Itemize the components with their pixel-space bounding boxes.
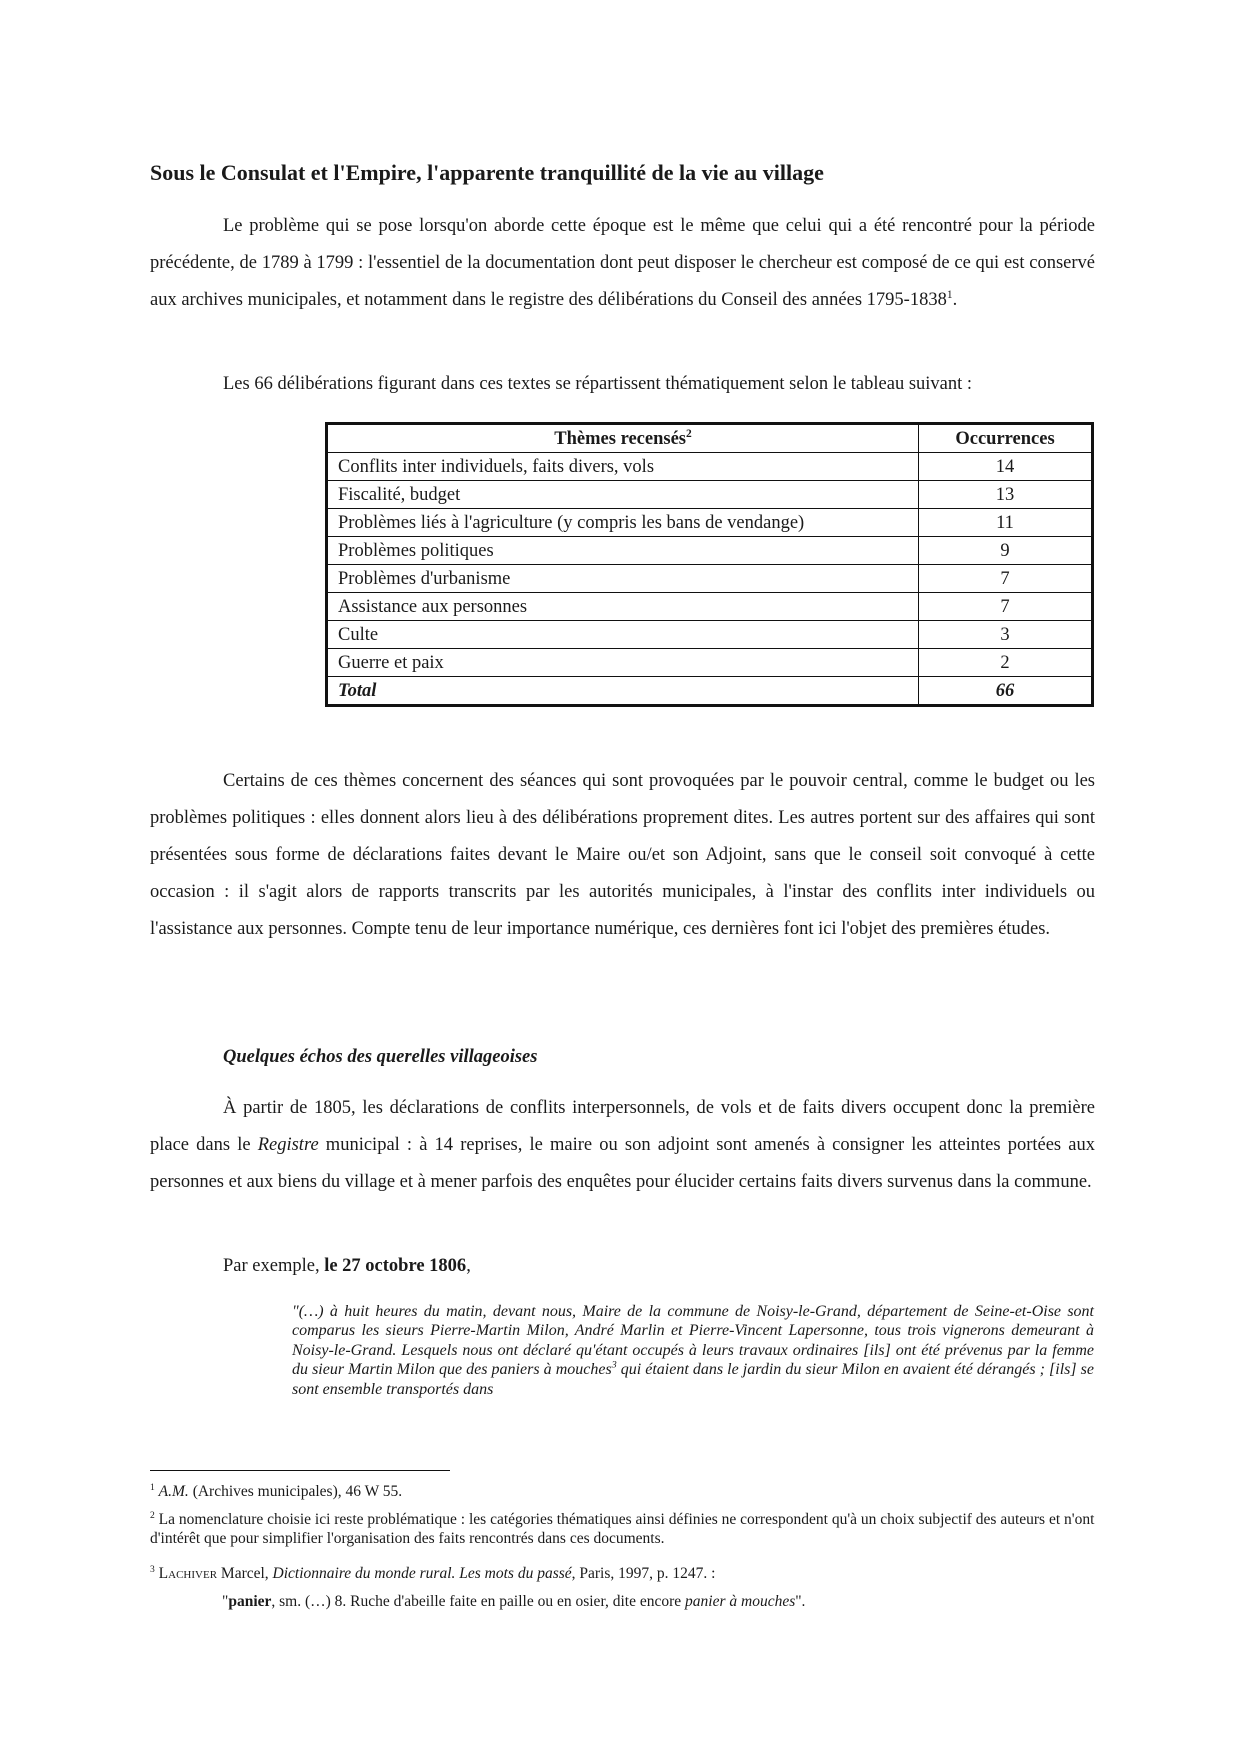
- quote-text-end: qui étaient dans le jardin du sieur Milon en avaient été dérangés ; [ils] se sont ensemble transportés dans: [292, 1361, 1094, 1398]
- row-count: 14: [919, 453, 1093, 481]
- registre-italic: Registre: [257, 1135, 319, 1155]
- fn3-quote-open: ": [222, 1593, 229, 1610]
- table-row: [327, 509, 1093, 537]
- total-label: Total: [327, 677, 919, 706]
- intro-paragraph-1-end: .: [952, 290, 958, 310]
- footnote-2-number: 2: [150, 1509, 155, 1521]
- footnote-ref-1[interactable]: 1: [946, 288, 953, 301]
- table-row: [327, 453, 1093, 481]
- row-theme: Fiscalité, budget: [327, 481, 919, 509]
- block-quote: [292, 1302, 1094, 1399]
- themes-table: [325, 422, 1094, 707]
- table-row: [327, 565, 1093, 593]
- footnote-3-author-first: Marcel,: [217, 1565, 273, 1582]
- page-title: Sous le Consulat et l'Empire, l'apparente tranquillité de la vie au village: [150, 160, 824, 185]
- table-total-row: [327, 677, 1093, 706]
- paragraph-4-after: municipal : à 14 reprises, le maire ou son adjoint sont amenés à consigner les atteintes portées aux personnes et aux biens du village et à mener parfois des enquêtes pour élucider certains faits divers survenus dans la commune.: [150, 1135, 1095, 1192]
- fn3-quote-italic: panier à mouches: [685, 1593, 796, 1610]
- intro-paragraph-2: Les 66 délibérations figurant dans ces textes se répartissent thématiquement selon le tableau suivant :: [223, 374, 973, 394]
- footnote-1-number: 1: [150, 1481, 155, 1493]
- footnote-3: [150, 1564, 1095, 1583]
- row-theme: Guerre et paix: [327, 649, 919, 677]
- table-row: [327, 537, 1093, 565]
- paragraph-5-before: Par exemple,: [223, 1256, 325, 1276]
- row-theme: Culte: [327, 621, 919, 649]
- intro-paragraph-1-text: Le problème qui se pose lorsqu'on aborde cette époque est le même que celui qui a été rencontré pour la période précédente, de 1789 à 1799 : l'essentiel de la documentation dont peut disposer le chercheur est composé de ce qui est conservé aux archives municipales, et notamment dans le registre des délibérations du Conseil des années 1795-1838: [150, 216, 1095, 310]
- row-theme: Problèmes d'urbanisme: [327, 565, 919, 593]
- body-paragraph-5: [150, 1248, 1095, 1285]
- row-theme: Problèmes liés à l'agriculture (y compris les bans de vendange): [327, 509, 919, 537]
- intro-paragraph-1: [150, 208, 1095, 319]
- footnote-3-title: Dictionnaire du monde rural. Les mots du passé: [272, 1565, 572, 1582]
- row-theme: Problèmes politiques: [327, 537, 919, 565]
- table-row: [327, 621, 1093, 649]
- footnote-3-author: Lachiver: [158, 1565, 218, 1582]
- footnote-1-text: (Archives municipales), 46 W 55.: [188, 1483, 403, 1500]
- footnote-ref-2[interactable]: 2: [685, 427, 692, 440]
- body-paragraph-4: [150, 1090, 1095, 1201]
- paragraph-5-after: ,: [466, 1256, 471, 1276]
- footnote-2: [150, 1510, 1095, 1548]
- row-theme: Conflits inter individuels, faits divers, vols: [327, 453, 919, 481]
- row-count: 7: [919, 593, 1093, 621]
- quote-text: "(…) à huit heures du matin, devant nous, Maire de la commune de Noisy-le-Grand, département de Seine-et-Oise sont comparus les sieurs Pierre-Martin Milon, André Marlin et Pierre-Vincent Lapersonne, tous trois vignerons demeurant à Noisy-le-Grand. Lesquels nous ont déclaré qu'étant occupés à leurs travaux ordinaires [ils] ont été prévenus par la femme du sieur Martin Milon que des paniers à mouches: [292, 1303, 1094, 1379]
- footnote-3-quote: [222, 1592, 1092, 1611]
- footnote-ref-3[interactable]: 3: [611, 1359, 617, 1371]
- row-count: 2: [919, 649, 1093, 677]
- fn3-quote-bold: panier: [228, 1593, 272, 1610]
- date-bold: le 27 octobre 1806: [324, 1256, 467, 1276]
- row-count: 11: [919, 509, 1093, 537]
- header-count: Occurrences: [919, 424, 1093, 453]
- section-title: Quelques échos des querelles villageoises: [223, 1047, 538, 1067]
- row-theme: Assistance aux personnes: [327, 593, 919, 621]
- fn3-quote-close: ".: [795, 1593, 806, 1610]
- table-header-row: [327, 424, 1093, 453]
- total-value: 66: [919, 677, 1093, 706]
- row-count: 7: [919, 565, 1093, 593]
- body-paragraph-3: Certains de ces thèmes concernent des séances qui sont provoquées par le pouvoir central, comme le budget ou les problèmes politiques : elles donnent alors lieu à des délibérations proprement dites. Les autres portent sur des affaires qui sont présentées sous forme de déclarations faites devant le Maire ou/et son Adjoint, sans que le conseil soit convoqué à cette occasion : il s'agit alors de rapports transcrits par les autorités municipales, à l'instar des conflits inter individuels ou l'assistance aux personnes. Compte tenu de leur importance numérique, ces dernières font ici l'objet des premières études.: [150, 771, 1095, 939]
- row-count: 13: [919, 481, 1093, 509]
- fn3-quote-mid: , sm. (…) 8. Ruche d'abeille faite en paille ou en osier, dite encore: [271, 1593, 686, 1610]
- footnote-1-italic: A.M.: [158, 1483, 189, 1500]
- row-count: 3: [919, 621, 1093, 649]
- footnote-3-number: 3: [150, 1563, 155, 1575]
- header-theme-label: Thèmes recensés: [554, 428, 686, 449]
- footnote-2-text: La nomenclature choisie ici reste problématique : les catégories thématiques ainsi définies ne correspondent qu'à un choix subjectif des auteurs et n'ont d'intérêt que pour simplifier l'organisation des faits rencontrés dans ces documents.: [150, 1511, 1095, 1547]
- table-row: [327, 481, 1093, 509]
- footnote-3-rest: , Paris, 1997, p. 1247. :: [571, 1565, 716, 1582]
- table-row: [327, 593, 1093, 621]
- footnote-divider: [150, 1470, 450, 1471]
- table-row: [327, 649, 1093, 677]
- paragraph-4-before: À partir de 1805, les déclarations de conflits interpersonnels, de vols et de faits divers occupent donc la première place dans le: [150, 1098, 1095, 1155]
- footnote-1: [150, 1482, 1095, 1501]
- header-theme: [327, 424, 919, 453]
- row-count: 9: [919, 537, 1093, 565]
